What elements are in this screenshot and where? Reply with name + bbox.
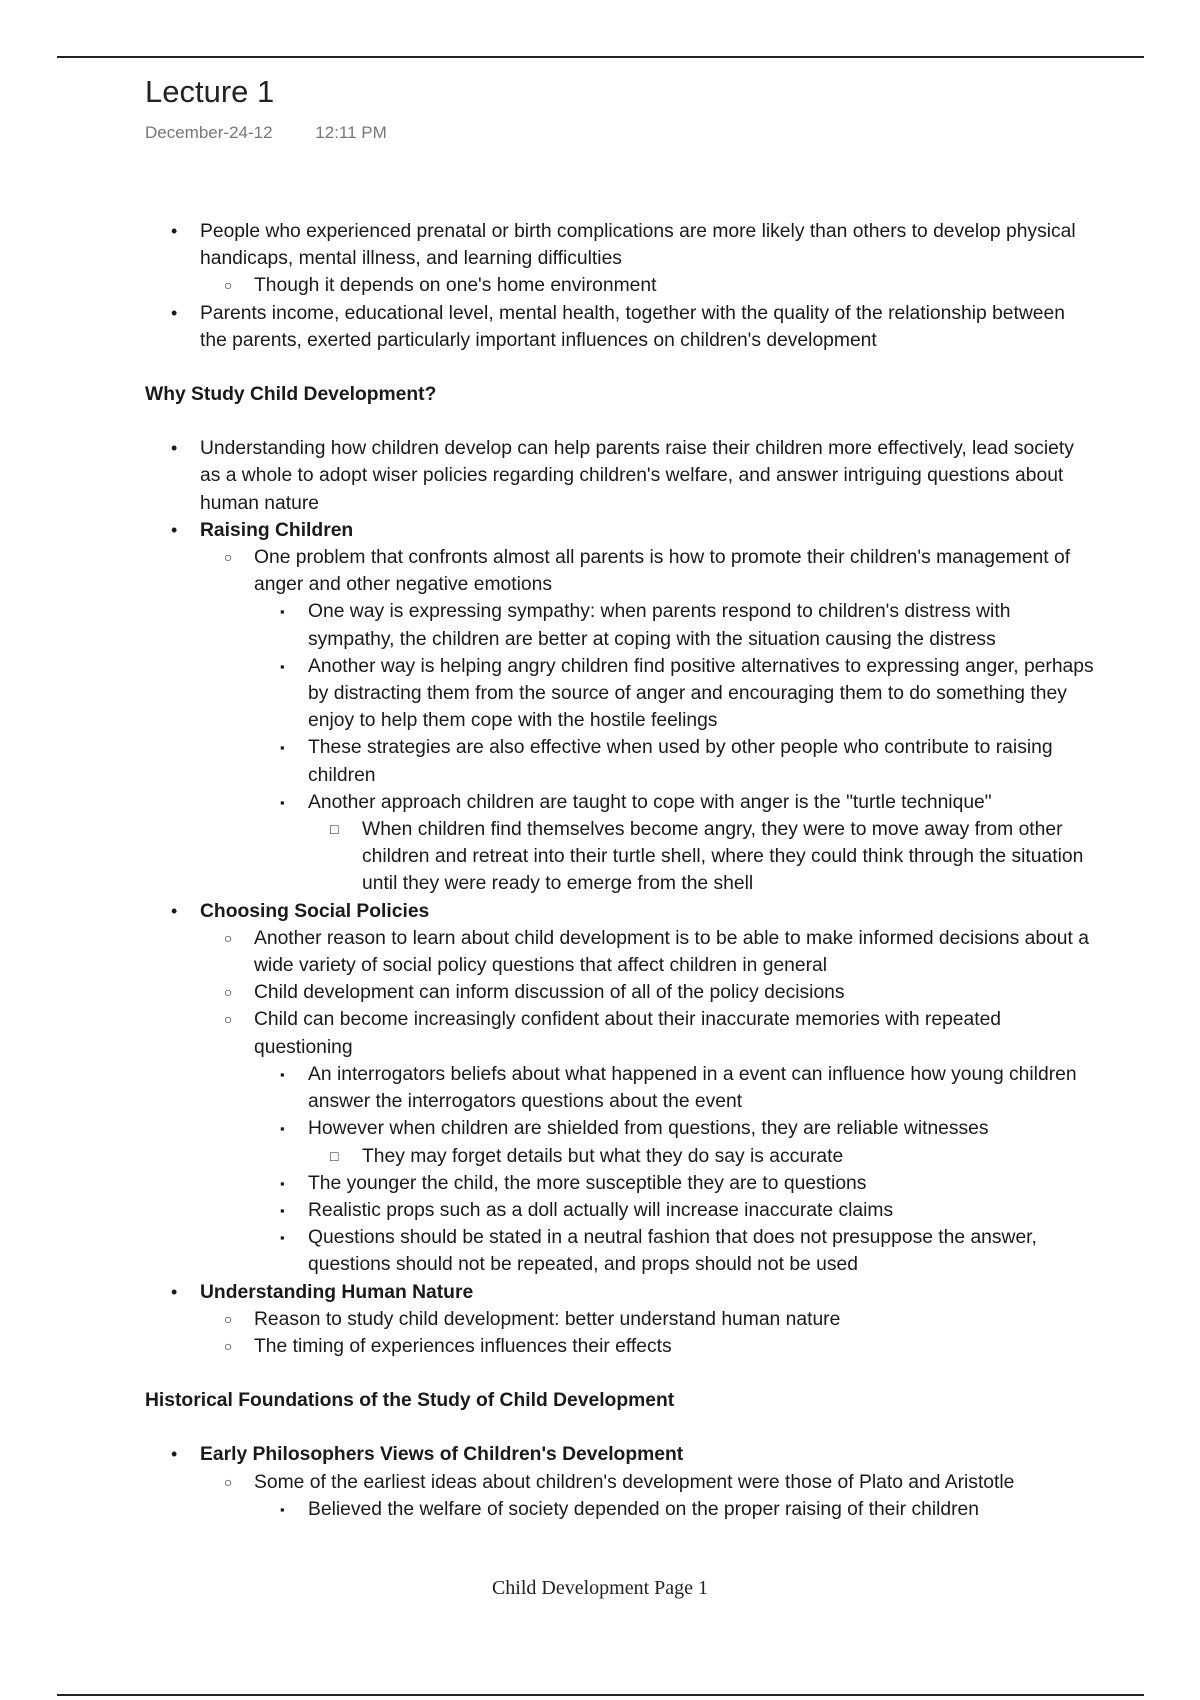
square-marker: ▪ — [280, 1066, 285, 1082]
list-item — [145, 300, 1095, 354]
list-item — [200, 1306, 1095, 1333]
list-item — [145, 218, 1095, 300]
sub-list — [308, 816, 1095, 898]
list-item — [254, 1496, 1095, 1523]
list-item — [254, 1115, 1095, 1169]
list-item — [254, 1061, 1095, 1115]
sub-list — [254, 1061, 1095, 1279]
list-item — [308, 1143, 1095, 1170]
hollow-square-marker: □ — [330, 1147, 339, 1164]
note-body — [145, 218, 1095, 1523]
spacer — [145, 354, 1095, 381]
circle-marker: ○ — [224, 549, 233, 566]
list-item-text: Another reason to learn about child development is to be able to make informed decisions about a wide variety of social policy questions that affect children in general — [254, 927, 1089, 977]
list-item — [254, 789, 1095, 898]
list-item — [200, 925, 1095, 979]
list-item — [254, 734, 1095, 788]
bottom-rule — [57, 1694, 1144, 1696]
list-item — [145, 435, 1095, 517]
circle-marker: ○ — [224, 1337, 233, 1354]
sub-list — [200, 1469, 1095, 1523]
circle-marker: ○ — [224, 1473, 233, 1490]
square-marker: ▪ — [280, 1121, 285, 1137]
list-item-text: Reason to study child development: better understand human nature — [254, 1308, 841, 1330]
circle-marker: ○ — [224, 1011, 233, 1028]
list-item-text: These strategies are also effective when used by other people who contribute to raising children — [308, 737, 1053, 786]
list-item-text: Questions should be stated in a neutral fashion that does not presuppose the answer, questions should not be repeated, and props should not be used — [308, 1227, 1037, 1276]
bullet-marker: • — [171, 1444, 178, 1465]
spacer — [145, 1360, 1095, 1387]
top-rule — [57, 56, 1144, 58]
list-item-text: When children find themselves become angry, they were to move away from other children and retreat into their turtle shell, where they could think through the situation until they were ready to emerge from the shell — [362, 819, 1084, 895]
list-item-text: Child development can inform discussion of all of the policy decisions — [254, 982, 845, 1004]
list-item — [254, 1170, 1095, 1197]
list-item — [308, 816, 1095, 898]
list-item-text: Realistic props such as a doll actually will increase inaccurate claims — [308, 1199, 894, 1221]
sub-list — [254, 598, 1095, 897]
list-item-text: The timing of experiences influences their effects — [254, 1335, 672, 1357]
list-item — [254, 653, 1095, 735]
subsection-early-philosophers: Early Philosophers Views of Children's Development — [200, 1444, 684, 1466]
list-item — [254, 1197, 1095, 1224]
list-item-text: One problem that confronts almost all parents is how to promote their children's management of anger and other negative emotions — [254, 547, 1071, 596]
sub-list — [200, 544, 1095, 898]
list-item-text: Child can become increasingly confident about their inaccurate memories with repeated questioning — [254, 1009, 1002, 1058]
list-item-text: However when children are shielded from questions, they are reliable witnesses — [308, 1118, 989, 1140]
list-item — [145, 1279, 1095, 1361]
square-marker: ▪ — [280, 740, 285, 756]
square-marker: ▪ — [280, 1175, 285, 1191]
page-time: 12:11 PM — [315, 123, 387, 142]
page-footer: Child Development Page 1 — [491, 1577, 709, 1599]
square-marker: ▪ — [280, 794, 285, 810]
history-list — [145, 1441, 1095, 1523]
square-marker: ▪ — [280, 1230, 285, 1246]
square-marker: ▪ — [280, 1202, 285, 1218]
sub-list — [308, 1143, 1095, 1170]
intro-list — [145, 218, 1095, 354]
list-item — [254, 598, 1095, 652]
subsection-raising-children: Raising Children — [200, 519, 354, 541]
circle-marker: ○ — [224, 1310, 233, 1327]
list-item — [200, 544, 1095, 898]
list-item — [145, 1441, 1095, 1523]
sub-list — [254, 1496, 1095, 1523]
square-marker: ▪ — [280, 1501, 285, 1517]
circle-marker: ○ — [224, 277, 233, 294]
page-date: December-24-12 — [145, 123, 273, 142]
list-item-text: They may forget details but what they do say is accurate — [362, 1145, 844, 1167]
list-item-text: People who experienced prenatal or birth complications are more likely than others to develop physical handicaps, mental illness, and learning difficulties — [200, 221, 1076, 270]
list-item-text: The younger the child, the more susceptible they are to questions — [308, 1172, 867, 1194]
list-item-text: Believed the welfare of society depended on the proper raising of their children — [308, 1498, 979, 1520]
bullet-marker: • — [171, 221, 178, 241]
list-item-text: One way is expressing sympathy: when parents respond to children's distress with sympathy, the children are better at coping with the situation causing the distress — [308, 601, 1011, 650]
subsection-social-policies: Choosing Social Policies — [200, 900, 430, 922]
list-item-text: Some of the earliest ideas about children's development were those of Plato and Aristotle — [254, 1471, 1015, 1493]
why-list — [145, 435, 1095, 1360]
sub-list — [200, 272, 1095, 299]
list-item-text: Another approach children are taught to cope with anger is the "turtle technique" — [308, 791, 992, 813]
spacer — [145, 1414, 1095, 1441]
bullet-marker: • — [171, 302, 178, 323]
sub-list — [200, 925, 1095, 1279]
subsection-human-nature: Understanding Human Nature — [200, 1281, 474, 1303]
list-item — [200, 272, 1095, 299]
list-item-text: Understanding how children develop can help parents raise their children more effectively, lead society as a whole to adopt wiser policies regarding children's welfare, and answer intriguing questions about human nature — [200, 438, 1074, 514]
bullet-marker: • — [171, 1281, 178, 1302]
bullet-marker: • — [171, 519, 178, 540]
spacer — [145, 408, 1095, 435]
square-marker: ▪ — [280, 604, 285, 620]
page-title: Lecture 1 — [145, 74, 275, 109]
bullet-marker: • — [171, 900, 178, 921]
section-heading-why: Why Study Child Development? — [145, 384, 437, 406]
circle-marker: ○ — [224, 929, 233, 946]
list-item-text: Another way is helping angry children find positive alternatives to expressing anger, perhaps by distracting them from the source of anger and encouraging them to do something they enjoy to help them cope with the hostile feelings — [308, 655, 1094, 732]
list-item — [200, 1006, 1095, 1278]
list-item-text: Parents income, educational level, mental health, together with the quality of the relationship between the parents, exerted particularly important influences on children's development — [200, 302, 1065, 351]
bullet-marker: • — [171, 438, 178, 459]
list-item — [200, 1333, 1095, 1360]
list-item — [200, 979, 1095, 1006]
list-item — [145, 517, 1095, 898]
list-item-text: Though it depends on one's home environment — [254, 275, 657, 297]
list-item — [254, 1224, 1095, 1278]
list-item — [200, 1469, 1095, 1523]
list-item-text: An interrogators beliefs about what happened in a event can influence how young children answer the interrogators questions about the event — [308, 1063, 1077, 1113]
section-heading-history: Historical Foundations of the Study of Child Development — [145, 1390, 675, 1412]
circle-marker: ○ — [224, 984, 233, 1001]
hollow-square-marker: □ — [330, 821, 339, 838]
square-marker: ▪ — [280, 658, 285, 674]
page-meta — [145, 123, 387, 143]
sub-list — [200, 1306, 1095, 1360]
list-item — [145, 898, 1095, 1279]
